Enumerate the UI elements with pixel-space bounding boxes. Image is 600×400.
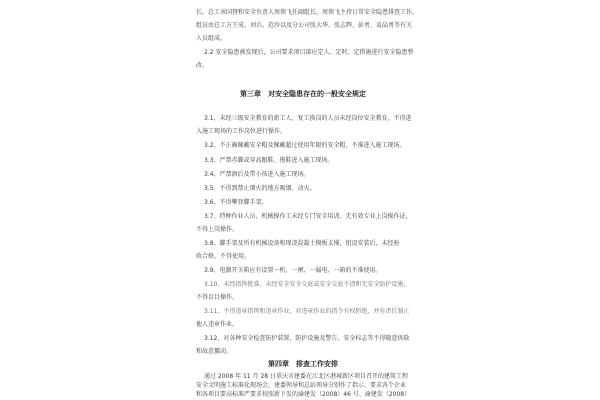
rule-item: 不得上岗操作。	[196, 226, 239, 233]
rule-item: 他人违章作业。	[196, 321, 239, 328]
intro-line: 2.2 安全隐患被发现后，公司要求项目部应定人、定时、定措施进行安全隐患整	[204, 49, 414, 56]
chapter-3-title: 第三章 对安全隐患存在的一般安全规定	[240, 90, 366, 98]
rule-item: 收合格，不得使用。	[196, 253, 251, 260]
paragraph-line: 安全文明施工标准化现场会，建委领导和总站领导分别作了指示，要求各个企业	[196, 382, 407, 389]
rule-item: 3.10、未经指挥批准，未经安全安全交底或安全交底不清和无安全防护设施，	[204, 281, 410, 288]
intro-line: 长，总工承国督和安全负责人周领飞任副组长，周领飞主持日常安全隐患排查工作，	[196, 9, 419, 16]
paragraph-line: 通过 2008 年 11 月 28 日重庆市建委在江北区港城新区项目召开的建筑工程	[204, 373, 408, 380]
rule-item: 3.4、严禁酒后及带小孩进入施工现场。	[204, 171, 310, 178]
rule-item: 3.11、不得违章指挥和违章作业，对违章作业的指令有权拒绝，并有责任制止	[204, 308, 410, 315]
rule-item: 3.2、不正确佩戴安全帽及佩戴超过使用年限的安全帽，不准进入施工现场。	[204, 142, 406, 149]
rule-item: 入施工现场的工作岗位进行操作。	[196, 128, 287, 135]
intro-line: 改。	[196, 62, 209, 69]
rule-item: 3.9、电源开关箱应有设置一机、一闸、一漏电、一箱的不准使用。	[204, 267, 382, 274]
rule-item: 3.3、严禁赤脚或穿高跟鞋、拖鞋进入施工现场。	[204, 157, 334, 164]
rule-item: 3.8、脚手架及所有机械设备和现浇混凝土模板支撑，组设安装后，未经验	[204, 240, 400, 247]
chapter-4-title: 第四章 排查工作安排	[268, 360, 338, 368]
rule-item: 3.12、对各种安全检查防护装置、防护设施及警告、安全标志等不得随意拆除	[204, 335, 410, 342]
rule-item: 3.7、特种作业人员、机械操作工未经专门安全培训、无有效专业上岗操作证，	[204, 213, 412, 220]
intro-line: 组员由总工方王成、刘兵、范沙以及分公司张大华、张志辉、彭勇、袁晶勇等有关	[196, 22, 413, 29]
intro-line: 人员组成。	[196, 35, 227, 42]
rule-item: 和故意挪动。	[196, 348, 233, 355]
rule-item: 3.6、不得攀登脚手架。	[204, 199, 268, 206]
rule-item: 3.5、不得到禁止烟火的地方吸烟、动火。	[204, 185, 316, 192]
rule-item: 不得盲目操作。	[196, 294, 239, 301]
paragraph-line: 和各项目要高标准严要求按照新下发的渝建发（2008）46 号、渝建发（2008）	[196, 391, 411, 398]
rule-item: 3.1、未经三级安全教育的新工人、复工换岗的人员未经岗位安全教育，不得进	[204, 115, 412, 122]
